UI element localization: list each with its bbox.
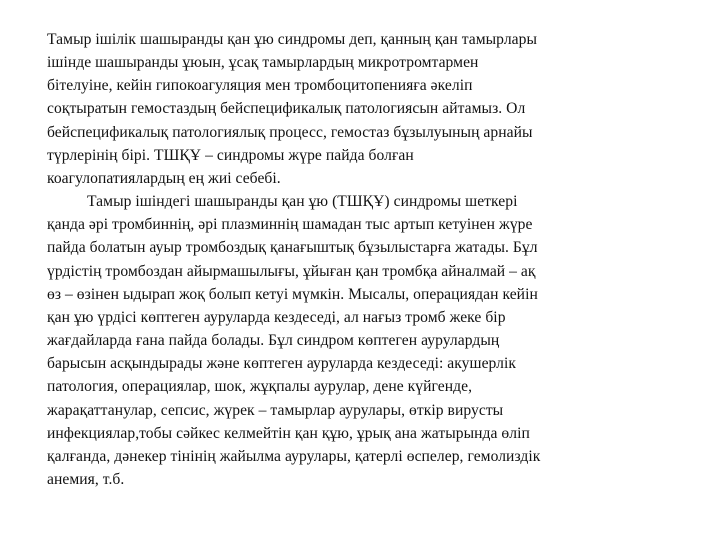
text-line: бітелуіне, кейін гипокоагуляция мен тромбоцитопенияға әкеліп: [47, 77, 473, 95]
text-line: пайда болатын ауыр тромбоздық қанағыштық бұзылыстарға жатады. Бұл: [47, 239, 538, 257]
text-line: анемия, т.б.: [47, 470, 125, 488]
text-line: үрдістің тромбоздан айырмашылығы, ұйыған қан тромбқа айналмай – ақ: [47, 262, 536, 280]
text-line: соқтыратын гемостаздың бейспецификалық патологиясын айтамыз. Ол: [47, 100, 526, 118]
text-line: патология, операциялар, шок, жұқпалы аурулар, дене күйгенде,: [47, 378, 473, 396]
text-line: түрлерінің бірі. ТШҚҰ – синдромы жүре пайда болған: [47, 146, 414, 164]
text-line: қалғанда, дәнекер тінінің жайылма аурулары, қатерлі өспелер, гемолиздік: [47, 447, 541, 465]
text-line: қан ұю үрдісі көптеген ауруларда кездеседі, ал нағыз тромб жеке бір: [47, 308, 506, 326]
text-line: ішінде шашыранды ұюын, ұсақ тамырлардың микротромтармен: [47, 54, 479, 72]
text-line: жағдайларда ғана пайда болады. Бұл синдром көптеген аурулардың: [47, 332, 500, 350]
text-line: коагулопатиялардың ең жиі себебі.: [47, 169, 281, 187]
paragraph-1: [47, 28, 627, 190]
text-line: өз – өзінен ыдырап жоқ болып кетуі мүмкін. Мысалы, операциядан кейін: [47, 285, 538, 303]
text-line: барысын асқындырады және көптеген ауруларда кездеседі: акушерлік: [47, 355, 517, 373]
document-body: [47, 28, 627, 491]
text-line: қанда әрі тромбиннің, әрі плазминнің шамадан тыс артып кетуінен жүре: [47, 216, 533, 234]
paragraph-2: [47, 190, 627, 491]
text-line: жарақаттанулар, сепсис, жүрек – тамырлар аурулары, өткір вирусты: [47, 401, 504, 419]
text-line: бейспецификалық патологиялық процесс, гемостаз бұзылуының арнайы: [47, 123, 533, 141]
text-line: инфекциялар,тобы сәйкес келмейтін қан құю, ұрық ана жатырында өліп: [47, 424, 530, 442]
text-line: Тамыр ішілік шашыранды қан ұю синдромы деп, қанның қан тамырлары: [47, 31, 538, 48]
text-line: Тамыр ішіндегі шашыранды қан ұю (ТШҚҰ) синдромы шеткері: [87, 193, 518, 211]
